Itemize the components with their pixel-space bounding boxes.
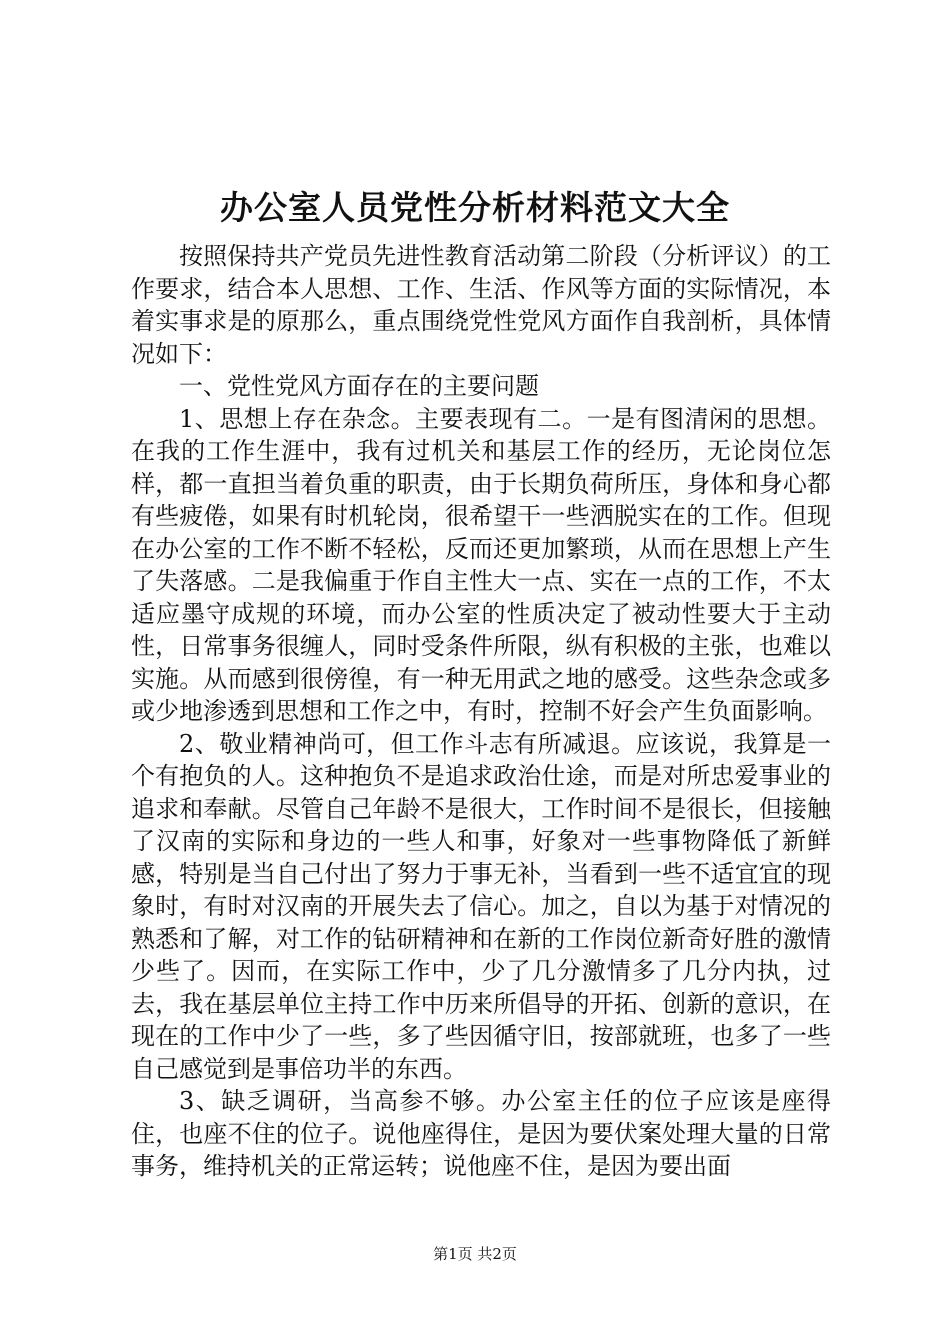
- paragraph-point-3: 3、缺乏调研，当高参不够。办公室主任的位子应该是座得住，也座不住的位子。说他座得住，是因为要伏案处理大量的日常事务，维持机关的正常运转；说他座不住，是因为要出面: [131, 1087, 831, 1180]
- paragraph-point-2: 2、敬业精神尚可，但工作斗志有所减退。应该说，我算是一个有抱负的人。这种抱负不是追求政治仕途，而是对所忠爱事业的追求和奉献。尽管自己年龄不是很大，工作时间不是很长，但接触了汉南的实际和身边的一些人和事，好象对一些事物降低了新鲜感，特别是当自己付出了努力于事无补，当看到一些不适宜宜的现象时，有时对汉南的开展失去了信心。加之，自以为基于对情况的熟悉和了解，对工作的钻研精神和在新的工作岗位新奇好胜的激情少些了。因而，在实际工作中，少了几分激情多了几分内执，过去，我在基层单位主持工作中历来所倡导的开拓、创新的意识，在现在的工作中少了一些，多了些因循守旧，按部就班，也多了一些自己感觉到是事倍功半的东西。: [131, 729, 831, 1083]
- page-footer: 第1页 共2页: [433, 1245, 517, 1263]
- document-title: 办公室人员党性分析材料范文大全: [220, 188, 730, 227]
- document-body: [131, 240, 831, 1183]
- paragraph-intro: 按照保持共产党员先进性教育活动第二阶段（分析评议）的工作要求，结合本人思想、工作、生活、作风等方面的实际情况，本着实事求是的原那么，重点围绕党性党风方面作自我剖析，具体情况如下：: [131, 242, 831, 368]
- section-heading: 一、党性党风方面存在的主要问题: [179, 372, 539, 400]
- paragraph-point-1: 1、思想上存在杂念。主要表现有二。一是有图清闲的思想。在我的工作生涯中，我有过机关和基层工作的经历，无论岗位怎样，都一直担当着负重的职责，由于长期负荷所压，身体和身心都有些疲倦，如果有时机轮岗，很希望干一些洒脱实在的工作。但现在办公室的工作不断不轻松，反而还更加繁琐，从而在思想上产生了失落感。二是我偏重于作自主性大一点、实在一点的工作，不太适应墨守成规的环境，而办公室的性质决定了被动性要大于主动性，日常事务很缠人，同时受条件所限，纵有积极的主张，也难以实施。从而感到很傍徨，有一种无用武之地的感受。这些杂念或多或少地渗透到思想和工作之中，有时，控制不好会产生负面影响。: [131, 404, 831, 725]
